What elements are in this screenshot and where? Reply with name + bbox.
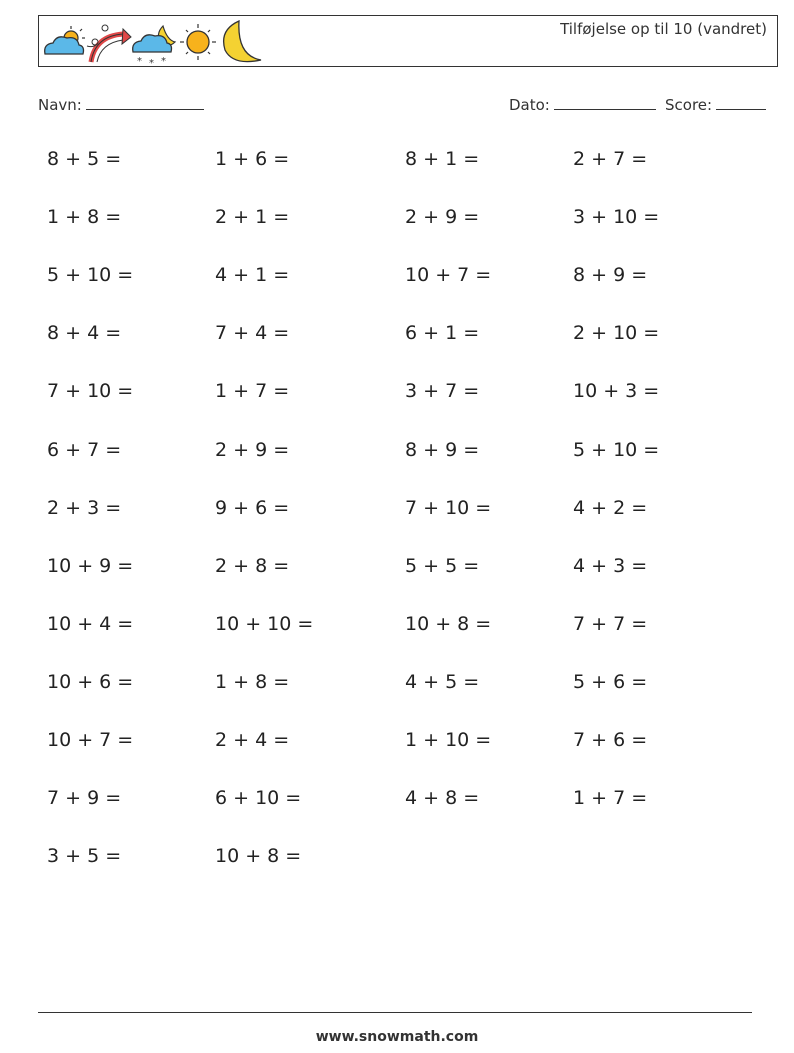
rainbow-icon [87,25,131,62]
problem-item: 7 + 9 = [47,787,122,809]
header-icons [39,16,279,68]
problem-item: 3 + 5 = [47,845,122,867]
problem-item: 4 + 3 = [573,555,648,577]
footer-divider [38,1012,752,1013]
page-title: Tilføjelse op til 10 (vandret) [560,20,767,38]
date-line[interactable] [554,94,656,110]
problem-item: 10 + 8 = [405,613,492,635]
problem-item: 7 + 7 = [573,613,648,635]
problem-item: 4 + 8 = [405,787,480,809]
problem-item: 7 + 4 = [215,322,290,344]
problem-item: 2 + 9 = [215,439,290,461]
problem-item: 9 + 6 = [215,497,290,519]
problem-item: 1 + 8 = [47,206,122,228]
problem-item: 2 + 7 = [573,148,648,170]
problem-item: 10 + 7 = [405,264,492,286]
problem-item: 4 + 1 = [215,264,290,286]
problem-item: 2 + 3 = [47,497,122,519]
name-line[interactable] [86,94,204,110]
problem-item: 2 + 4 = [215,729,290,751]
problem-item: 1 + 7 = [573,787,648,809]
problem-item: 2 + 10 = [573,322,660,344]
problem-item: 1 + 8 = [215,671,290,693]
problem-item: 10 + 6 = [47,671,134,693]
problem-item: 6 + 10 = [215,787,302,809]
problem-item: 10 + 4 = [47,613,134,635]
cloud-moon-snow-icon [133,26,175,68]
problem-item: 8 + 5 = [47,148,122,170]
header-box [38,15,778,67]
problem-item: 10 + 8 = [215,845,302,867]
problem-item: 10 + 10 = [215,613,314,635]
problem-item: 10 + 3 = [573,380,660,402]
problem-item: 10 + 7 = [47,729,134,751]
problem-item: 1 + 7 = [215,380,290,402]
problem-item: 5 + 10 = [47,264,134,286]
svg-text:*: * [137,56,142,67]
moon-icon [224,21,261,62]
date-field [509,94,656,114]
problem-item: 1 + 6 = [215,148,290,170]
problem-item: 7 + 10 = [47,380,134,402]
date-label: Dato: [509,96,550,114]
problem-item: 2 + 1 = [215,206,290,228]
problem-item: 8 + 9 = [573,264,648,286]
problem-item: 3 + 10 = [573,206,660,228]
problem-item: 1 + 10 = [405,729,492,751]
problem-item: 7 + 6 = [573,729,648,751]
cloud-sun-icon [45,26,85,54]
footer-website: www.snowmath.com [315,1029,479,1045]
score-line[interactable] [716,94,766,110]
svg-text:*: * [161,56,166,67]
problem-item: 8 + 1 = [405,148,480,170]
problem-item: 5 + 5 = [405,555,480,577]
problem-item: 6 + 1 = [405,322,480,344]
name-label: Navn: [38,96,82,114]
sun-icon [180,24,216,60]
problem-item: 3 + 7 = [405,380,480,402]
problem-item: 6 + 7 = [47,439,122,461]
problem-item: 5 + 10 = [573,439,660,461]
problem-item: 2 + 8 = [215,555,290,577]
score-field [665,94,766,114]
problem-item: 8 + 9 = [405,439,480,461]
problem-item: 5 + 6 = [573,671,648,693]
problem-item: 4 + 5 = [405,671,480,693]
problem-item: 8 + 4 = [47,322,122,344]
name-field [38,94,204,114]
problem-item: 10 + 9 = [47,555,134,577]
problem-item: 4 + 2 = [573,497,648,519]
svg-text:*: * [149,58,154,68]
problem-item: 2 + 9 = [405,206,480,228]
problem-item: 7 + 10 = [405,497,492,519]
score-label: Score: [665,96,713,114]
